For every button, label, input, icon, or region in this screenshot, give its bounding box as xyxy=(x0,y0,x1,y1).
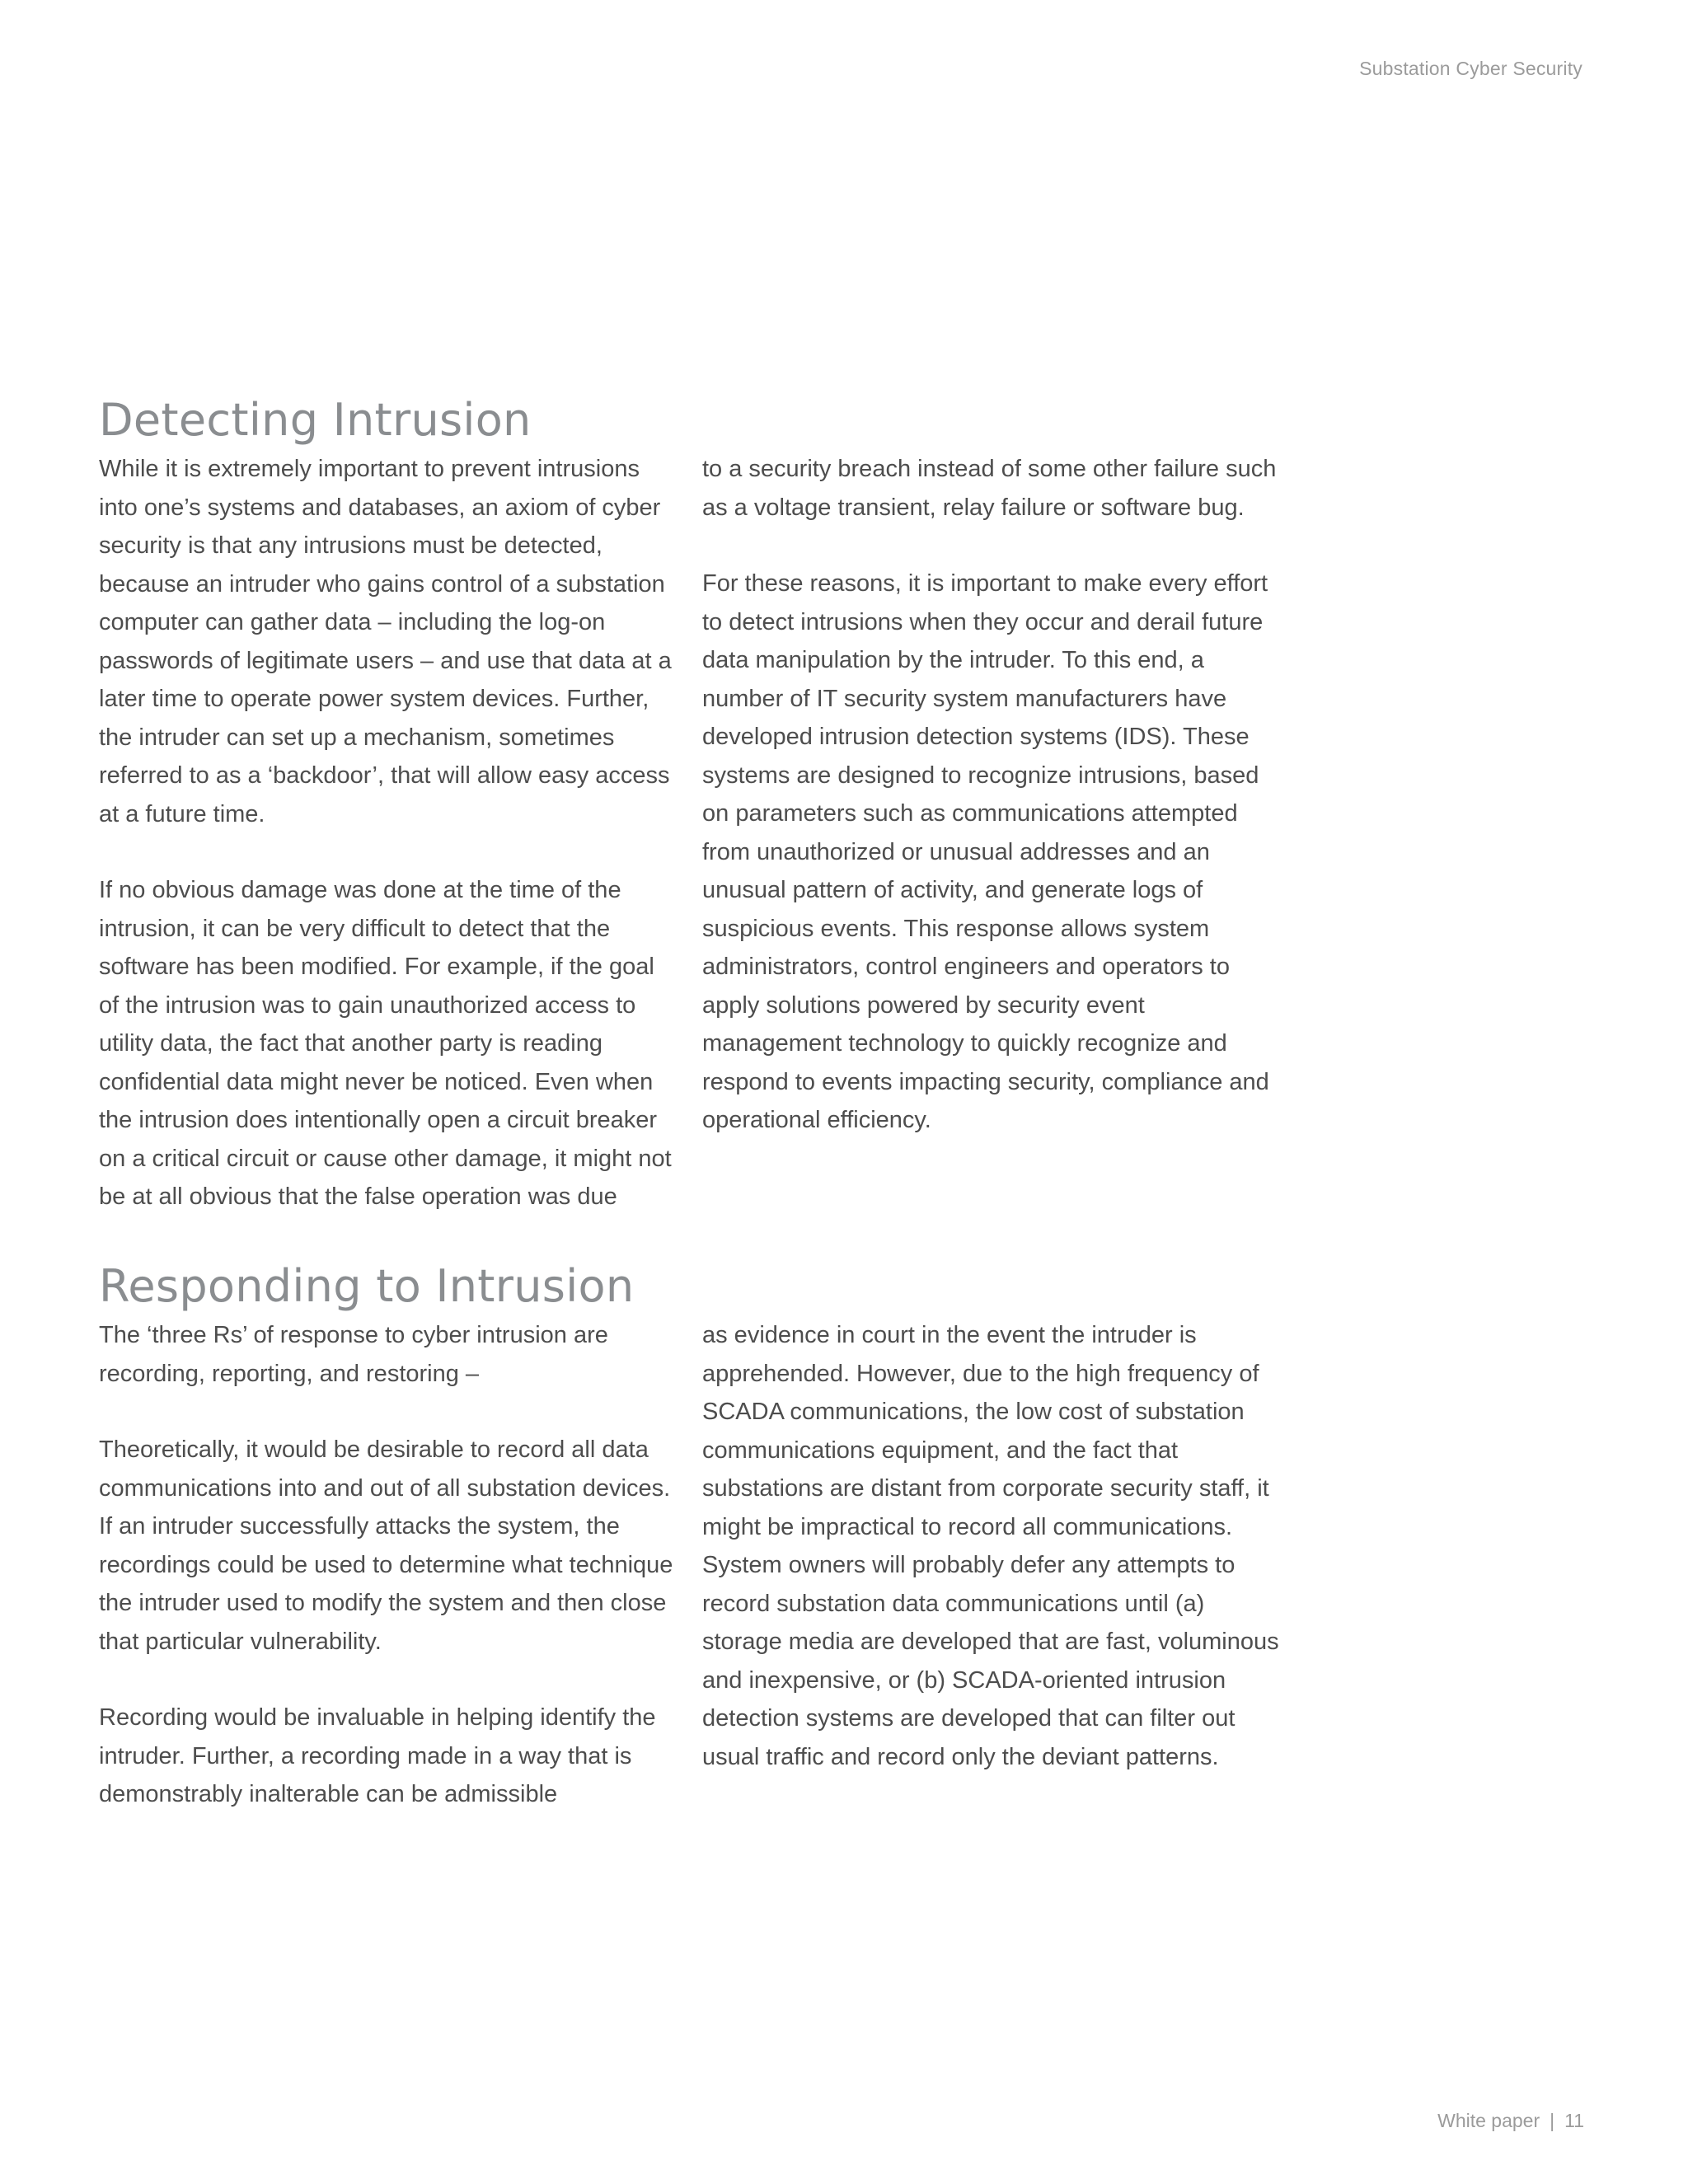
two-column-body xyxy=(99,1316,1279,1814)
paragraph: For these reasons, it is important to make every effort to detect intrusions when they occur and derail future data manipulation by the intruder. To this end, a number of IT security system manufacturers have developed intrusion detection systems (IDS). These systems are designed to recognize intrusions, based on parameters such as communications attempted from unauthorized or unusual addresses and an unusual pattern of activity, and generate logs of suspicious events. This response allows system administrators, control engineers and operators to apply solutions powered by security event management technology to quickly recognize and respond to events impacting security, compliance and operational efficiency. xyxy=(702,570,1269,1133)
paragraph: While it is extremely important to prevent intrusions into one’s systems and databases, an axiom of cyber security is that any intrusions must be detected, because an intruder who gains control of a substation computer can gather data – including the log-on passwords of legitimate users – and use that data at a later time to operate power system devices. Further, the intruder can set up a mechanism, sometimes referred to as a ‘backdoor’, that will allow easy access at a future time. xyxy=(99,456,672,827)
section-detecting-intrusion xyxy=(99,391,1279,1216)
footer-separator: | xyxy=(1550,2110,1555,2131)
left-column xyxy=(99,450,676,1216)
paragraph: The ‘three Rs’ of response to cyber intrusion are recording, reporting, and restoring – xyxy=(99,1322,608,1387)
section-title: Detecting Intrusion xyxy=(99,394,532,446)
running-header: Substation Cyber Security xyxy=(1359,58,1582,79)
footer-label: White paper xyxy=(1437,2110,1540,2131)
paragraph: If no obvious damage was done at the time of the intrusion, it can be very difficult to detect that the software has been modified. For example, if the goal of the intrusion was to gain unauthorized access to utility data, the fact that another party is reading confidential data might never be noticed. Even when the intrusion does intentionally open a circuit breaker on a critical circuit or cause other damage, it might not be at all obvious that the false operation was due xyxy=(99,877,672,1210)
right-column xyxy=(702,1316,1279,1814)
paragraph: as evidence in court in the event the intruder is apprehended. However, due to the high frequency of SCADA communications, the low cost of substation communications equipment, and the fact that substations are distant from corporate security staff, it might be impractical to record all communications. System owners will probably defer any attempts to record substation data communications until (a) storage media are developed that are fast, voluminous and inexpensive, or (b) SCADA-oriented intrusion detection systems are developed that can filter out usual traffic and record only the deviant patterns. xyxy=(702,1322,1279,1770)
section-title: Responding to Intrusion xyxy=(99,1260,635,1312)
two-column-body xyxy=(99,450,1279,1216)
left-column xyxy=(99,1316,676,1814)
section-responding-to-intrusion xyxy=(99,1257,1279,1814)
right-column xyxy=(702,450,1279,1216)
paragraph: Recording would be invaluable in helping identify the intruder. Further, a recording made in a way that is demonstrably inalterable can be admissible xyxy=(99,1704,656,1807)
paragraph: to a security breach instead of some other failure such as a voltage transient, relay failure or software bug. xyxy=(702,456,1277,521)
page-number: 11 xyxy=(1564,2110,1584,2131)
page-footer xyxy=(1437,2110,1584,2132)
paragraph: Theoretically, it would be desirable to record all data communications into and out of all substation devices. If an intruder successfully attacks the system, the recordings could be used to determine what technique the intruder used to modify the system and then close that particular vulnerability. xyxy=(99,1436,673,1655)
